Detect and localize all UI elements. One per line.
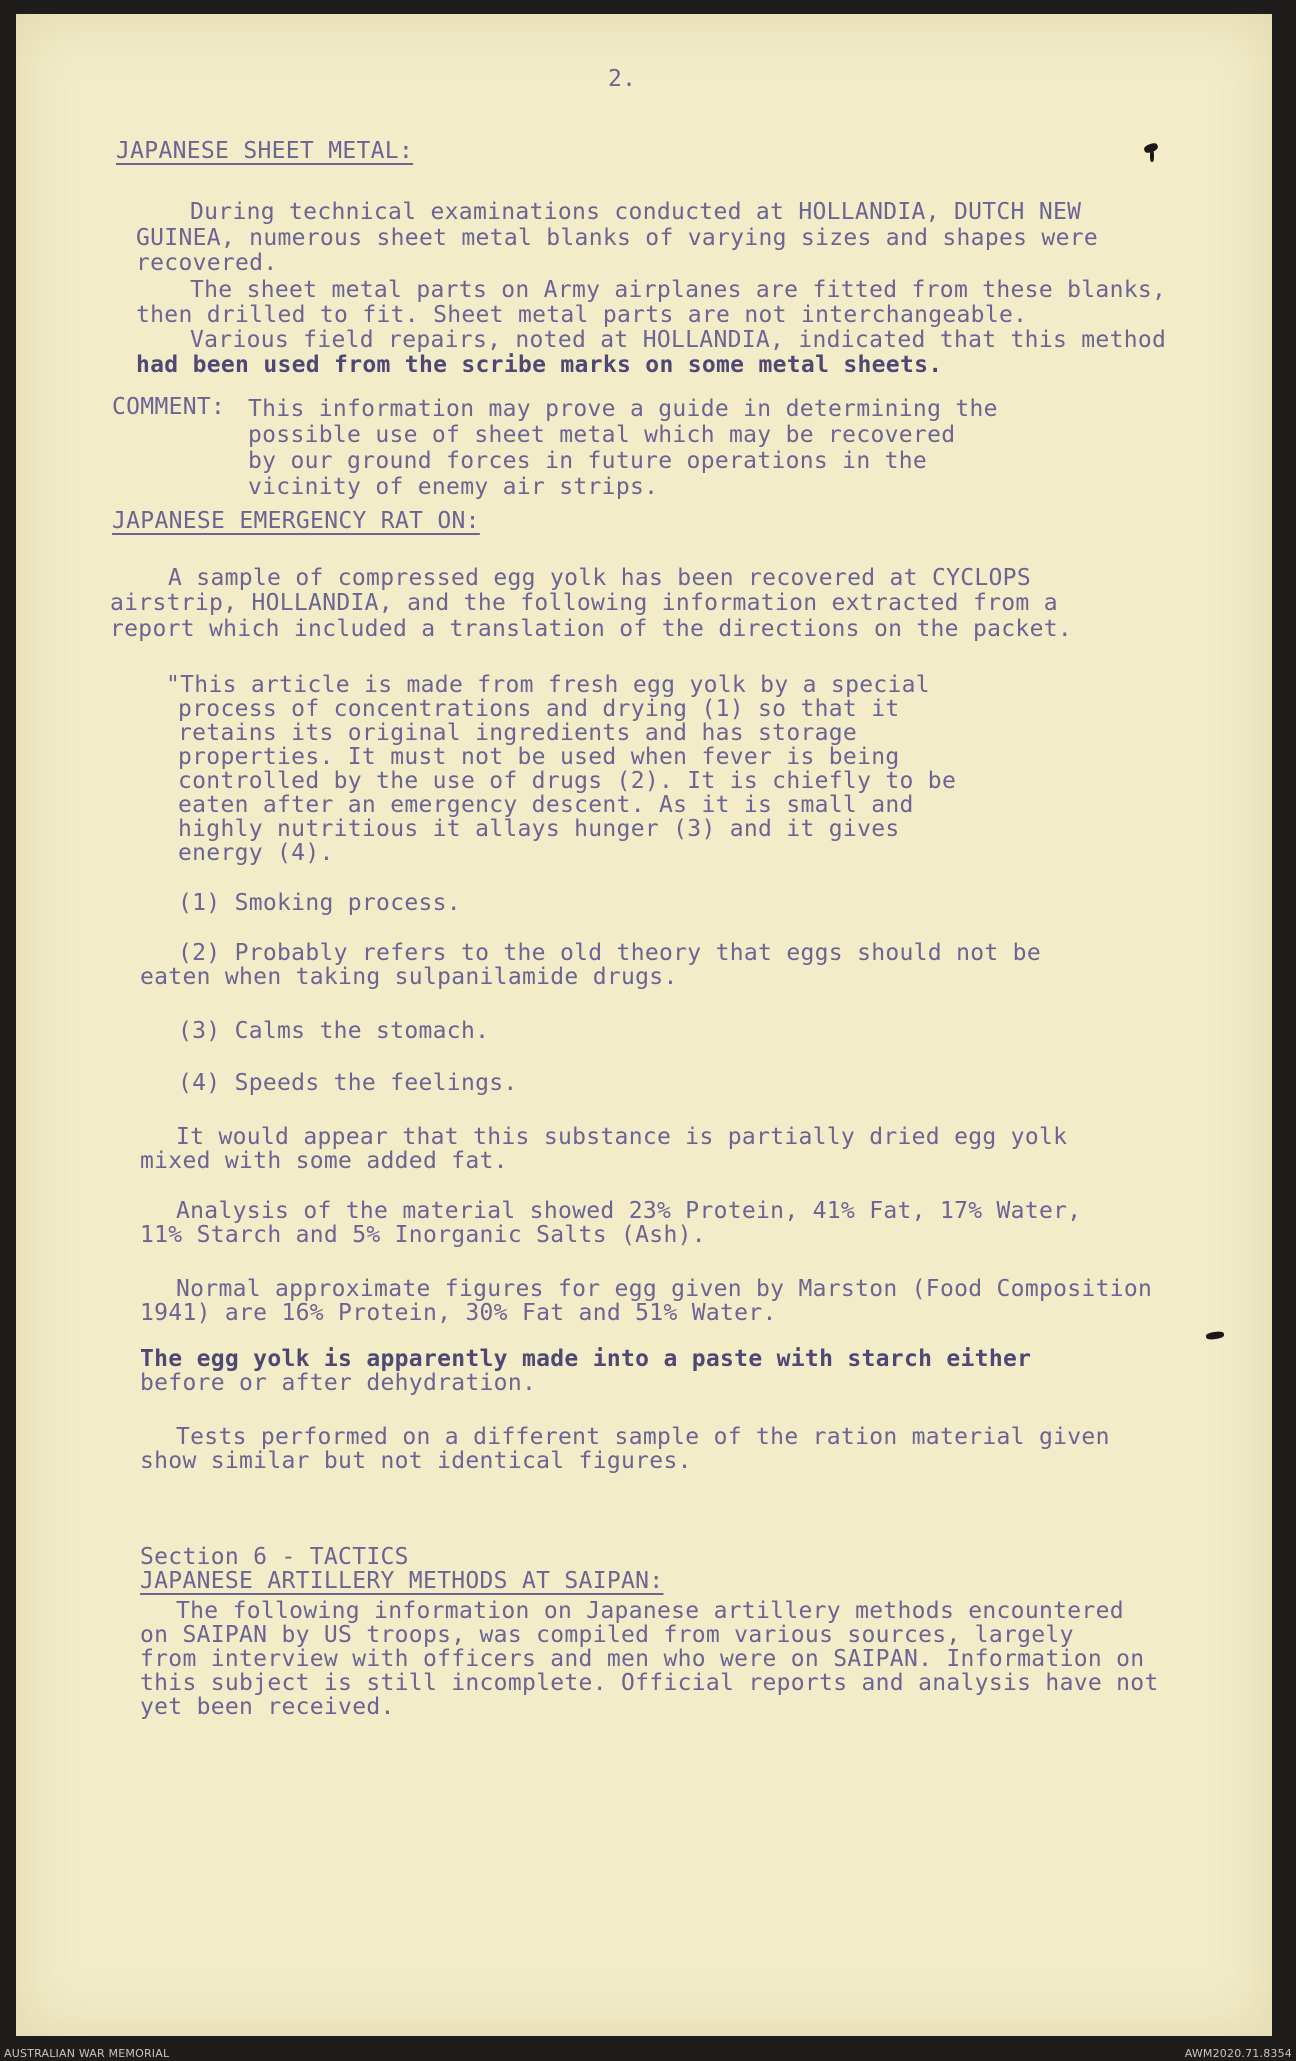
quote-line: eaten after an emergency descent. As it is small and — [178, 792, 914, 818]
tactics-line: yet been received. — [140, 1694, 395, 1720]
tactics-line: on SAIPAN by US troops, was compiled from various sources, largely — [140, 1622, 1074, 1648]
footnote: (4) Speeds the feelings. — [178, 1070, 518, 1096]
page-number: 2. — [608, 66, 637, 92]
tactics-line: from interview with officers and men who were on SAIPAN. Information on — [140, 1646, 1145, 1672]
sheet-metal-heading: JAPANESE SHEET METAL: — [116, 138, 414, 164]
footnote: (3) Calms the stomach. — [178, 1018, 490, 1044]
ink-blot-mark — [1150, 150, 1154, 162]
ration-paragraph-line: Analysis of the material showed 23% Protein, 41% Fat, 17% Water, — [176, 1198, 1082, 1224]
quote-line: energy (4). — [178, 840, 334, 866]
footer-right: AWM2020.71.8354 — [1184, 2047, 1292, 2060]
tactics-line: The following information on Japanese artillery methods encountered — [176, 1598, 1124, 1624]
ration-paragraph-line: before or after dehydration. — [140, 1370, 537, 1396]
tactics-line: this subject is still incomplete. Official reports and analysis have not — [140, 1670, 1159, 1696]
comment-line: vicinity of enemy air strips. — [248, 474, 659, 500]
quote-line: controlled by the use of drugs (2). It is chiefly to be — [178, 768, 957, 794]
ration-paragraph-line: mixed with some added fat. — [140, 1148, 508, 1174]
ration-intro-line: airstrip, HOLLANDIA, and the following information extracted from a — [110, 590, 1058, 616]
quote-line: properties. It must not be used when fever is being — [178, 744, 900, 770]
sheet-metal-line: then drilled to fit. Sheet metal parts are not interchangeable. — [136, 302, 1028, 328]
ration-paragraph-line: 11% Starch and 5% Inorganic Salts (Ash). — [140, 1222, 706, 1248]
footnote: (1) Smoking process. — [178, 890, 461, 916]
quote-line: highly nutritious it allays hunger (3) and it gives — [178, 816, 900, 842]
ink-blot-mark — [1206, 1331, 1225, 1340]
comment-line: possible use of sheet metal which may be recovered — [248, 422, 956, 448]
ration-heading: JAPANESE EMERGENCY RAT ON: — [112, 508, 480, 534]
ration-paragraph-line: Tests performed on a different sample of the ration material given — [176, 1424, 1110, 1450]
quote-line: "This article is made from fresh egg yolk by a special — [166, 672, 930, 698]
ration-paragraph-line: It would appear that this substance is partially dried egg yolk — [176, 1124, 1068, 1150]
comment-line: by our ground forces in future operations in the — [248, 448, 928, 474]
ration-paragraph-line: Normal approximate figures for egg given by Marston (Food Composition — [176, 1276, 1153, 1302]
ration-paragraph-line: The egg yolk is apparently made into a paste with starch either — [140, 1346, 1032, 1372]
ration-intro-line: A sample of compressed egg yolk has been recovered at CYCLOPS — [168, 565, 1031, 591]
document-page — [16, 14, 1272, 2036]
comment-label: COMMENT: — [112, 394, 226, 420]
ration-paragraph-line: show similar but not identical figures. — [140, 1448, 692, 1474]
comment-line: This information may prove a guide in determining the — [248, 396, 998, 422]
sheet-metal-line: GUINEA, numerous sheet metal blanks of varying sizes and shapes were — [136, 225, 1099, 251]
sheet-metal-line: had been used from the scribe marks on some metal sheets. — [136, 352, 943, 378]
ration-paragraph-line: 1941) are 16% Protein, 30% Fat and 51% Water. — [140, 1300, 777, 1326]
footnote: eaten when taking sulpanilamide drugs. — [140, 964, 678, 990]
sheet-metal-line: recovered. — [136, 250, 278, 276]
footnote: (2) Probably refers to the old theory that eggs should not be — [178, 940, 1041, 966]
section-title: Section 6 - TACTICS — [140, 1544, 409, 1570]
sheet-metal-line: Various field repairs, noted at HOLLANDIA, indicated that this method — [190, 327, 1167, 353]
tactics-heading: JAPANESE ARTILLERY METHODS AT SAIPAN: — [140, 1568, 664, 1594]
quote-line: process of concentrations and drying (1) so that it — [178, 696, 900, 722]
quote-line: retains its original ingredients and has storage — [178, 720, 858, 746]
ration-intro-line: report which included a translation of the directions on the packet. — [110, 616, 1073, 642]
sheet-metal-line: During technical examinations conducted at HOLLANDIA, DUTCH NEW — [190, 199, 1082, 225]
footer-left: AUSTRALIAN WAR MEMORIAL — [4, 2047, 170, 2060]
sheet-metal-line: The sheet metal parts on Army airplanes are fitted from these blanks, — [190, 277, 1167, 303]
